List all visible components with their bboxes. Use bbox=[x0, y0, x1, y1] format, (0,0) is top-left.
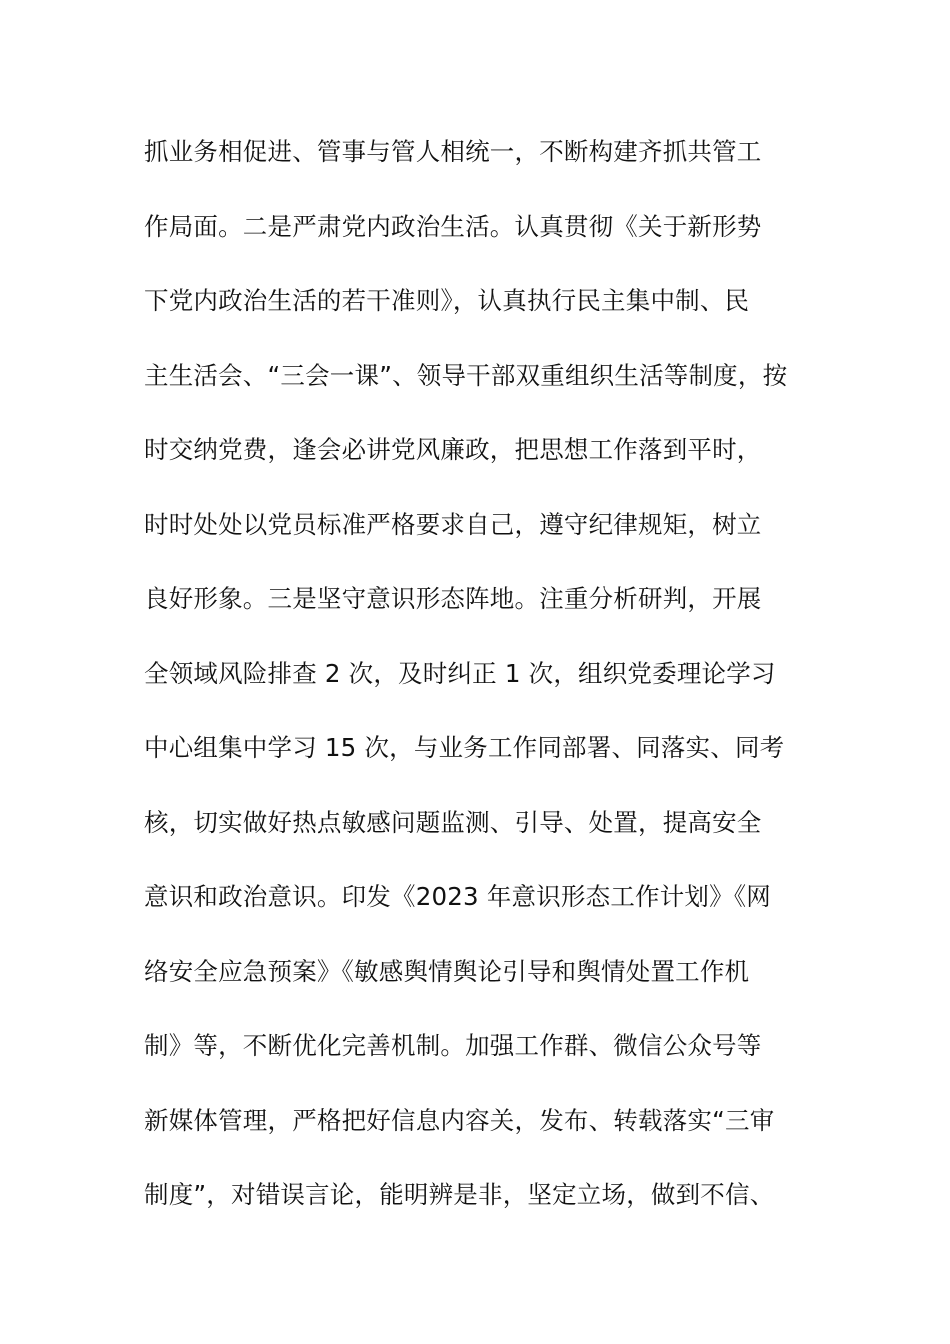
text-line-1: 抓业务相促进、管事与管人相统一，不断构建齐抓共管工 bbox=[144, 137, 762, 166]
text-line-3: 下党内政治生活的若干准则》，认真执行民主集中制、民 bbox=[144, 286, 750, 315]
text-line-11: 意识和政治意识。印发《2023 年意识形态工作计划》《网 bbox=[144, 882, 771, 911]
text-line-2: 作局面。二是严肃党内政治生活。认真贯彻《关于新形势 bbox=[144, 211, 762, 241]
text-line-7: 良好形象。三是坚守意识形态阵地。注重分析研判，开展 bbox=[144, 584, 762, 613]
body-text bbox=[144, 127, 824, 1245]
text-line-9: 中心组集中学习 15 次，与业务工作同部署、同落实、同考 bbox=[144, 733, 785, 762]
text-line-4: 主生活会、“三会一课”、领导干部双重组织生活等制度，按 bbox=[144, 360, 788, 390]
text-line-12: 络安全应急预案》《敏感舆情舆论引导和舆情处置工作机 bbox=[144, 956, 750, 986]
text-line-8: 全领域风险排查 2 次，及时纠正 1 次，组织党委理论学习 bbox=[144, 658, 776, 688]
text-line-13: 制》等，不断优化完善机制。加强工作群、微信公众号等 bbox=[144, 1031, 762, 1060]
text-line-5: 时交纳党费，逢会必讲党风廉政，把思想工作落到平时， bbox=[144, 435, 762, 464]
text-line-15: 制度”，对错误言论，能明辨是非，坚定立场，做到不信、 bbox=[144, 1180, 775, 1209]
text-line-14: 新媒体管理，严格把好信息内容关，发布、转载落实“三审 bbox=[144, 1105, 775, 1135]
text-line-6: 时时处处以党员标准严格要求自己，遵守纪律规矩，树立 bbox=[144, 509, 762, 539]
text-line-10: 核，切实做好热点敏感问题监测、引导、处置，提高安全 bbox=[144, 807, 762, 837]
